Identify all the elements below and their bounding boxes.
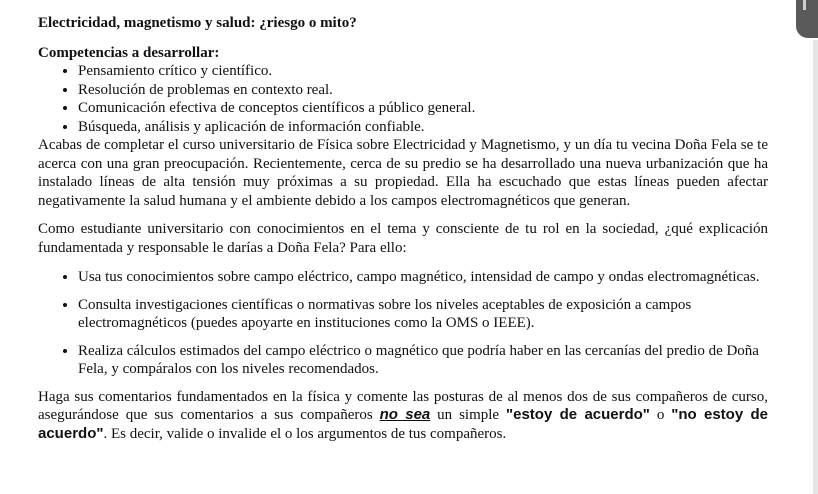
list-item: • Búsqueda, análisis y aplicación de información confiable.: [78, 118, 768, 137]
tasks-list: [38, 268, 768, 379]
list-item: • Resolución de problemas en contexto real.: [78, 81, 768, 100]
list-item: • Pensamiento crítico y científico.: [78, 62, 768, 81]
document-page: [38, 14, 768, 443]
emphasis-no-sea: no sea: [379, 406, 431, 423]
question-paragraph: Como estudiante universitario con conocimientos en el tema y consciente de tu rol en la sociedad, ¿qué explicación fundamentada y responsable le darías a Doña Fela? Para ello:: [38, 221, 768, 256]
handle-grip-icon: [803, 0, 806, 10]
quote-no-estoy-de-acuerdo: "no estoy de acuerdo": [38, 406, 769, 442]
list-item: • Usa tus conocimientos sobre campo eléctrico, campo magnético, intensidad de campo y ondas electromagnéticas.: [78, 268, 768, 287]
context-paragraph: Acabas de completar el curso universitario de Física sobre Electricidad y Magnetismo, y un día tu vecina Doña Fela se te acerca con una gran preocupación. Recientemente, cerca de su predio se ha desarrollado una nueva urbanización que ha instalado líneas de alta tensión muy próximas a su propiedad. Ella ha escuchado que estas líneas pueden afectar negativamente la salud humana y el ambiente debido a los campos electromagnéticos que generan.: [38, 137, 768, 209]
competencias-heading: Competencias a desarrollar:: [38, 44, 220, 61]
competencias-list: [38, 62, 768, 136]
corner-handle[interactable]: [796, 0, 818, 38]
instructions-text: un simple: [430, 407, 506, 423]
list-item: • Realiza cálculos estimados del campo eléctrico o magnético que podría haber en las cercanías del predio de Doña Fela, y compáralos con los niveles recomendados.: [78, 342, 768, 379]
instructions-text: . Es decir, valide o invalide el o los argumentos de tus compañeros.: [103, 425, 507, 442]
document-title: Electricidad, magnetismo y salud: ¿riesgo o mito?: [38, 15, 357, 31]
instructions-text: Haga sus comentarios fundamentados en la física y comente las posturas de al menos dos de sus compañeros de curso, asegurándose que sus comentarios a sus compañeros: [38, 388, 768, 423]
instructions-paragraph: [38, 388, 768, 444]
scrollbar-track[interactable]: [813, 40, 818, 494]
quote-estoy-de-acuerdo: "estoy de acuerdo": [506, 406, 650, 423]
list-item: • Comunicación efectiva de conceptos científicos a público general.: [78, 99, 768, 118]
list-item: • Consulta investigaciones científicas o normativas sobre los niveles aceptables de exposición a campos electromagnéticos (puedes apoyarte en instituciones como la OMS o IEEE).: [78, 296, 768, 333]
instructions-text: o: [649, 407, 672, 423]
